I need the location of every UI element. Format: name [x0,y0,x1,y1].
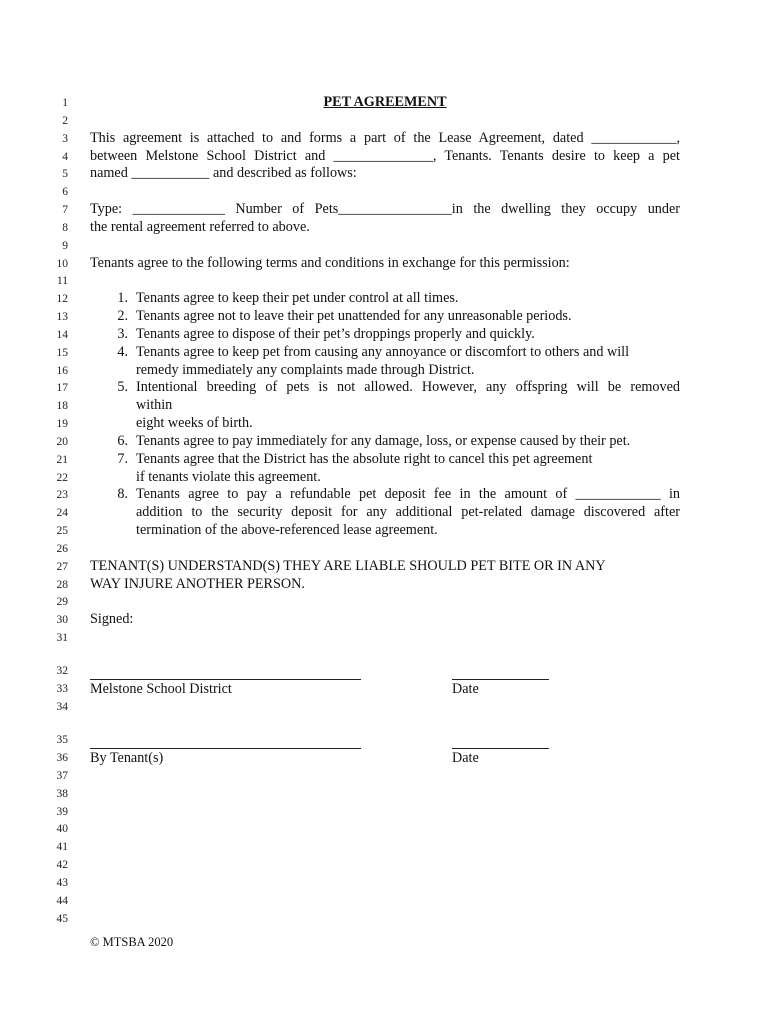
line-number: 26 [56,543,68,555]
line-number: 41 [56,841,68,853]
term-number: 1. [117,290,128,306]
district-signature-line [90,679,361,680]
line-number: 3 [62,133,68,145]
liability-statement: TENANT(S) UNDERSTAND(S) THEY ARE LIABLE SHOULD PET BITE OR IN ANY [90,558,606,574]
document-title: PET AGREEMENT [323,94,447,110]
term-text: if tenants violate this agreement. [136,469,321,485]
line-number: 22 [56,472,68,484]
district-date-label: Date [452,681,479,697]
line-number: 14 [56,329,68,341]
term-text: Tenants agree to keep their pet under control at all times. [136,290,459,306]
line-number: 20 [56,436,68,448]
term-number: 3. [117,326,128,342]
line-number: 24 [56,507,68,519]
district-date-line [452,679,549,680]
pet-type-line: the rental agreement referred to above. [90,219,310,235]
term-text: Intentional breeding of pets is not allowed. However, any offspring will be removed [136,379,680,395]
line-number: 40 [56,823,68,835]
line-number: 13 [56,311,68,323]
line-number: 23 [56,489,68,501]
term-text: Tenants agree to keep pet from causing any annoyance or discomfort to others and will [136,344,630,360]
line-number: 28 [56,579,68,591]
line-number: 12 [56,293,68,305]
tenant-date-label: Date [452,750,479,766]
line-number: 35 [56,734,68,746]
tenant-date-line [452,748,549,749]
intro-line: This agreement is attached to and forms a part of the Lease Agreement, dated ____________, [90,130,680,146]
line-number: 43 [56,877,68,889]
line-number: 25 [56,525,68,537]
line-number: 33 [56,683,68,695]
line-number: 1 [62,97,68,109]
term-text: within [136,397,173,413]
term-text: Tenants agree to dispose of their pet’s droppings properly and quickly. [136,326,535,342]
term-text: addition to the security deposit for any additional pet-related damage discovered after [136,504,680,520]
line-number: 9 [62,240,68,252]
line-number: 6 [62,186,68,198]
line-number: 27 [56,561,68,573]
terms-intro: Tenants agree to the following terms and conditions in exchange for this permission: [90,255,570,271]
line-number: 39 [56,806,68,818]
line-number: 18 [56,400,68,412]
line-number: 31 [56,632,68,644]
pet-type-line: Type: _____________ Number of Pets________________in the dwelling they occupy under [90,201,680,217]
line-number: 4 [62,151,68,163]
signed-label: Signed: [90,611,134,627]
line-number: 32 [56,665,68,677]
line-number: 16 [56,365,68,377]
line-number: 10 [56,258,68,270]
tenant-signature-label: By Tenant(s) [90,750,164,766]
term-number: 6. [117,433,128,449]
line-number: 11 [56,275,68,287]
line-number: 45 [56,913,68,925]
intro-line: between Melstone School District and ______________, Tenants. Tenants desire to keep a pet [90,148,680,164]
line-number: 5 [62,168,68,180]
line-number: 34 [56,701,68,713]
line-number: 42 [56,859,68,871]
term-text: termination of the above-referenced lease agreement. [136,522,438,538]
term-number: 2. [117,308,128,324]
line-number: 19 [56,418,68,430]
term-number: 4. [117,344,128,360]
line-number: 15 [56,347,68,359]
term-number: 5. [117,379,128,395]
term-text: Tenants agree to pay a refundable pet deposit fee in the amount of ____________ in [136,486,680,502]
line-number: 8 [62,222,68,234]
tenant-signature-line [90,748,361,749]
term-text: eight weeks of birth. [136,415,253,431]
term-text: remedy immediately any complaints made through District. [136,362,475,378]
line-number: 2 [62,115,68,127]
term-text: Tenants agree not to leave their pet unattended for any unreasonable periods. [136,308,572,324]
line-number: 30 [56,614,68,626]
district-signature-label: Melstone School District [90,681,232,697]
line-number: 21 [56,454,68,466]
intro-line: named ___________ and described as follows: [90,165,357,181]
copyright-notice: © MTSBA 2020 [90,935,174,949]
line-number: 7 [62,204,68,216]
line-number: 44 [56,895,68,907]
term-text: Tenants agree to pay immediately for any damage, loss, or expense caused by their pet. [136,433,631,449]
line-number: 17 [56,382,68,394]
line-number: 29 [56,596,68,608]
line-number: 36 [56,752,68,764]
term-number: 8. [117,486,128,502]
liability-statement: WAY INJURE ANOTHER PERSON. [90,576,305,592]
term-text: Tenants agree that the District has the absolute right to cancel this pet agreement [136,451,593,467]
line-number: 38 [56,788,68,800]
term-number: 7. [117,451,128,467]
line-number: 37 [56,770,68,782]
